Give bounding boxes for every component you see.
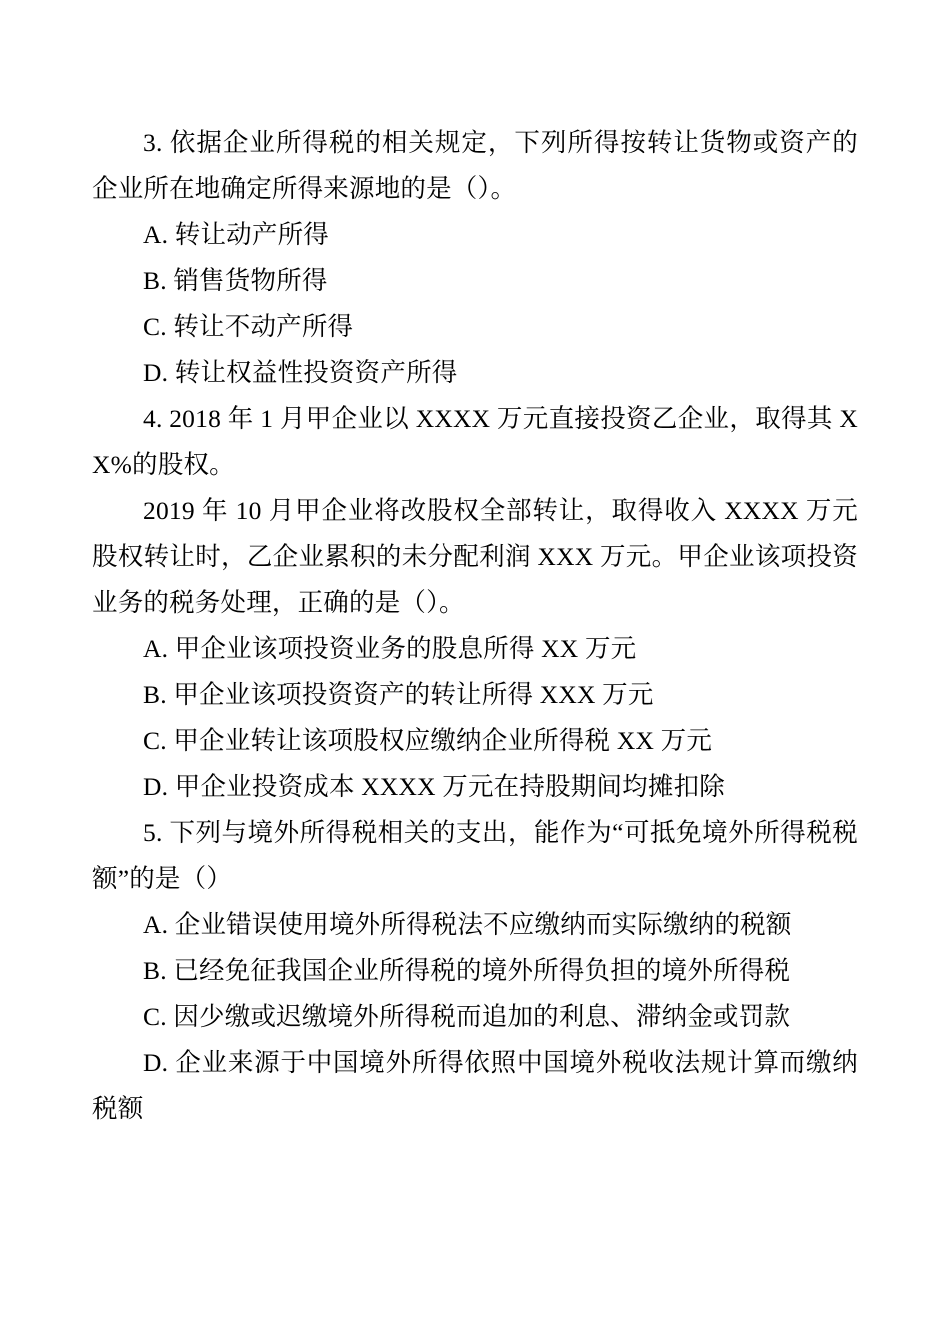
question-3-option-a: A. 转让动产所得	[143, 220, 329, 249]
question-3-option-b: B. 销售货物所得	[143, 266, 328, 295]
question-4-option-c: C. 甲企业转让该项股权应缴纳企业所得税 XX 万元	[143, 726, 713, 755]
question-5-option-b: B. 已经免征我国企业所得税的境外所得负担的境外所得税	[143, 956, 791, 985]
question-4-option-b: B. 甲企业该项投资资产的转让所得 XXX 万元	[143, 680, 654, 709]
question-4-stem-continued: 2019 年 10 月甲企业将改股权全部转让，取得收入 XXXX 万元股权转让时，乙企业累积的未分配利润 XXX 万元。甲企业该项投资业务的税务处理，正确的是（）。	[92, 496, 858, 617]
question-5-option-d: D. 企业来源于中国境外所得依照中国境外税收法规计算而缴纳税额	[92, 1048, 858, 1123]
question-3-option-d: D. 转让权益性投资资产所得	[143, 358, 458, 387]
question-5-option-a: A. 企业错误使用境外所得税法不应缴纳而实际缴纳的税额	[143, 910, 792, 939]
question-3-stem: 3. 依据企业所得税的相关规定，下列所得按转让货物或资产的企业所在地确定所得来源地的是（）。	[92, 128, 858, 203]
question-5-stem: 5. 下列与境外所得税相关的支出，能作为“可抵免境外所得税税额”的是（）	[92, 818, 858, 893]
question-3-option-c: C. 转让不动产所得	[143, 312, 354, 341]
question-4-option-a: A. 甲企业该项投资业务的股息所得 XX 万元	[143, 634, 637, 663]
question-5-option-c: C. 因少缴或迟缴境外所得税而追加的利息、滞纳金或罚款	[143, 1002, 791, 1031]
question-4-stem: 4. 2018 年 1 月甲企业以 XXXX 万元直接投资乙企业，取得其 XX%的股权。	[92, 404, 858, 479]
document-body	[92, 120, 858, 1132]
question-4-option-d: D. 甲企业投资成本 XXXX 万元在持股期间均摊扣除	[143, 772, 725, 801]
